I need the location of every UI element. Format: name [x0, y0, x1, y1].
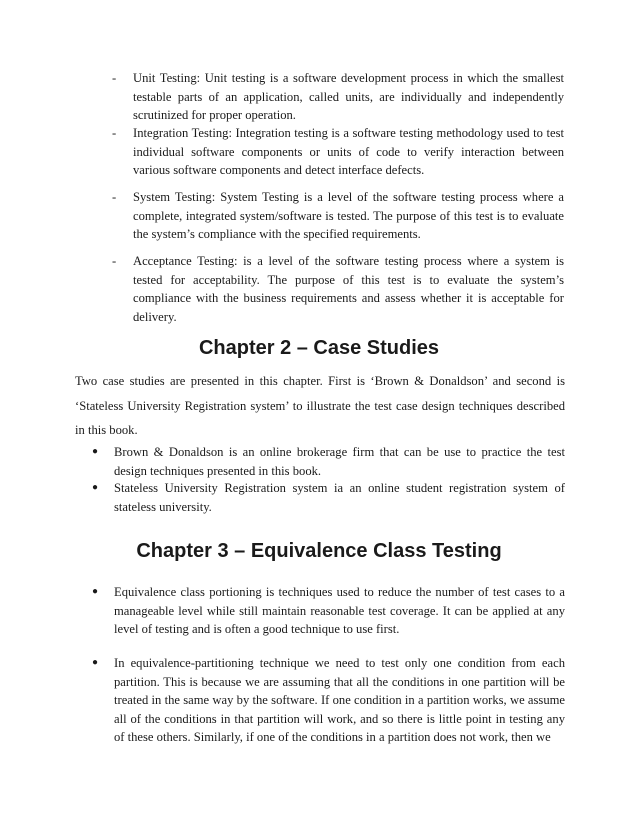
list-item-text: Acceptance Testing: is a level of the software testing process where a system is tested for acceptability. The purpose of this test is to evaluate the system’s compliance with the business requirements and assess whether it is acceptable for delivery. — [133, 254, 564, 324]
bullet-marker: ● — [92, 586, 99, 597]
list-item-text: Unit Testing: Unit testing is a software development process in which the smallest testable parts of an application, called units, are individually and independently scrutinized for proper operation. — [133, 71, 564, 122]
chapter-2-intro: Two case studies are presented in this chapter. First is ‘Brown & Donaldson’ and second is ‘Stateless University Registration system’ to illustrate the test case design techniques described in this book. — [75, 374, 565, 437]
list-item-brown-donaldson — [92, 443, 565, 480]
list-item-stateless-university — [92, 479, 565, 516]
list-item-text: System Testing: System Testing is a level of the software testing process where a complete, integrated system/software is tested. The purpose of this test is to evaluate the system’s compliance with the specified requirements. — [133, 190, 564, 241]
dash-marker: - — [112, 126, 117, 140]
list-item-text: Equivalence class portioning is techniques used to reduce the number of test cases to a manageable level while still maintain reasonable test coverage. It can be applied at any level of testing and is often a good technique to use first. — [114, 585, 565, 636]
list-item-text: Brown & Donaldson is an online brokerage firm that can be use to practice the test design techniques presented in this book. — [114, 445, 565, 478]
list-item-integration-testing — [112, 124, 564, 180]
bullet-marker: ● — [92, 657, 99, 668]
list-item-text: In equivalence-partitioning technique we need to test only one condition from each partition. This is because we are assuming that all the conditions in one partition will be treated in the same way by the software. If one condition in a partition works, we assume all of the conditions in that partition will work, and so there is little point in testing any of these others. Similarly, if one of the conditions in a partition does not work, then we — [114, 656, 565, 744]
bullet-marker: ● — [92, 446, 99, 457]
dash-marker: - — [112, 71, 117, 85]
dash-marker: - — [112, 190, 117, 204]
list-item-system-testing — [112, 188, 564, 244]
chapter-3-heading: Chapter 3 – Equivalence Class Testing — [136, 540, 502, 562]
list-item-equivalence-partitioning — [92, 654, 565, 747]
list-item-acceptance-testing — [112, 252, 564, 326]
list-item-text: Stateless University Registration system ia an online student registration system of stateless university. — [114, 481, 565, 514]
chapter-2-heading: Chapter 2 – Case Studies — [198, 337, 440, 359]
list-item-equivalence-portioning — [92, 583, 565, 639]
dash-marker: - — [112, 254, 117, 268]
bullet-marker: ● — [92, 482, 99, 493]
list-item-text: Integration Testing: Integration testing is a software testing methodology used to test individual software components or units of code to verify interaction between various software components and detect interface defects. — [133, 126, 564, 177]
list-item-unit-testing — [112, 69, 564, 125]
